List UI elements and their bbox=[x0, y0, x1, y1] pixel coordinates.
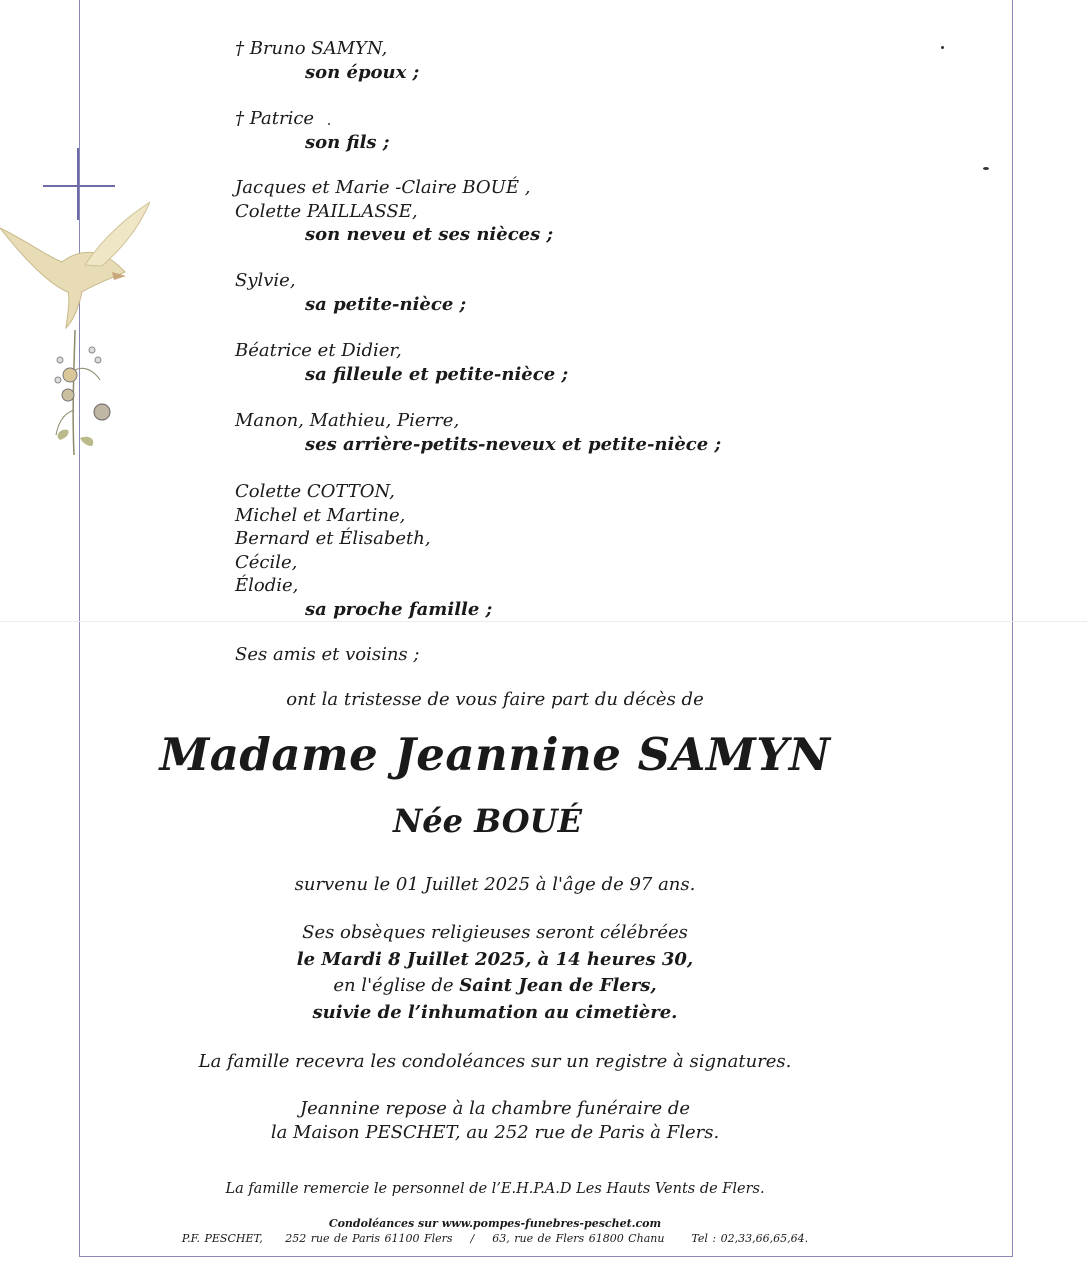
family-entry bbox=[235, 107, 389, 154]
paper-fold-line bbox=[0, 621, 1087, 622]
family-name: Jacques et Marie -Claire BOUÉ , bbox=[235, 177, 531, 198]
family-relation: sa filleule et petite-nièce ; bbox=[305, 363, 569, 385]
family-name: † Bruno SAMYN, bbox=[235, 38, 388, 59]
family-relation: sa proche famille ; bbox=[305, 598, 493, 620]
family-entry bbox=[235, 269, 466, 316]
church-prefix: en l'église de bbox=[333, 975, 460, 996]
announcement-text: ont la tristesse de vous faire part du décès de bbox=[286, 689, 704, 710]
footer-contact bbox=[0, 1232, 990, 1245]
family-name: † Patrice bbox=[235, 108, 315, 129]
church-name: Saint Jean de Flers, bbox=[459, 975, 657, 996]
family-entry bbox=[235, 409, 721, 456]
family-entry bbox=[235, 37, 419, 84]
frame-bottom-border bbox=[79, 1256, 1013, 1257]
deceased-name: Madame Jeannine SAMYN bbox=[159, 728, 831, 781]
family-relation: son neveu et ses nièces ; bbox=[305, 224, 554, 245]
family-name: Bernard et Élisabeth, bbox=[235, 528, 431, 549]
family-name: Cécile, bbox=[235, 551, 298, 573]
footer-address-1: 252 rue de Paris 61100 Flers bbox=[285, 1232, 453, 1245]
family-name: Béatrice et Didier, bbox=[235, 340, 402, 361]
family-entry bbox=[235, 480, 492, 621]
funeral-block bbox=[0, 920, 990, 1026]
footer-company: P.F. PESCHET, bbox=[181, 1232, 263, 1245]
footer-phone: Tel : 02,33,66,65,64. bbox=[691, 1232, 809, 1245]
friends-line: Ses amis et voisins ; bbox=[235, 644, 420, 665]
funeral-intro: Ses obsèques religieuses seront célébrées bbox=[302, 922, 688, 943]
funeral-church-line bbox=[0, 973, 990, 1000]
burial-text: suivie de l’inhumation au cimetière. bbox=[312, 1001, 678, 1023]
scan-speck bbox=[983, 167, 989, 170]
footer-condolences: Condoléances sur www.pompes-funebres-peschet.com bbox=[328, 1217, 662, 1230]
cross-icon-horizontal bbox=[43, 185, 115, 187]
family-relation: ses arrière-petits-neveux et petite-nièce ; bbox=[305, 433, 722, 455]
family-name: Sylvie, bbox=[235, 270, 296, 291]
condolences-note: La famille recevra les condoléances sur un registre à signatures. bbox=[198, 1051, 792, 1072]
family-name: Manon, Mathieu, Pierre, bbox=[235, 410, 460, 431]
dove-flowers-icon bbox=[0, 200, 150, 470]
family-relation: son époux ; bbox=[305, 61, 420, 83]
family-entry bbox=[235, 176, 553, 247]
rest-line-1: Jeannine repose à la chambre funéraire de bbox=[299, 1098, 691, 1119]
maiden-name: Née BOUÉ bbox=[393, 802, 582, 840]
family-name: Élodie, bbox=[235, 575, 299, 596]
family-relation: sa petite-nièce ; bbox=[305, 293, 467, 315]
family-relation: son fils ; bbox=[305, 131, 390, 153]
family-name: Michel et Martine, bbox=[235, 504, 406, 526]
family-name: Colette PAILLASSE, bbox=[235, 200, 418, 222]
thanks-text: La famille remercie le personnel de l’E.H.P.A.D Les Hauts Vents de Flers. bbox=[225, 1181, 765, 1197]
footer-separator: / bbox=[470, 1232, 475, 1245]
family-entry bbox=[235, 339, 568, 386]
funeral-date: le Mardi 8 Juillet 2025, à 14 heures 30, bbox=[296, 948, 694, 970]
frame-right-border bbox=[1012, 0, 1013, 1257]
rest-line-2: la Maison PESCHET, au 252 rue de Paris à Flers. bbox=[270, 1122, 720, 1143]
death-date-text: survenu le 01 Juillet 2025 à l'âge de 97 ans. bbox=[294, 874, 696, 895]
footer-address-2: 63, rue de Flers 61800 Chanu bbox=[492, 1232, 665, 1245]
rest-block bbox=[0, 1097, 990, 1145]
scan-speck bbox=[941, 46, 944, 49]
family-name: Colette COTTON, bbox=[235, 481, 395, 502]
